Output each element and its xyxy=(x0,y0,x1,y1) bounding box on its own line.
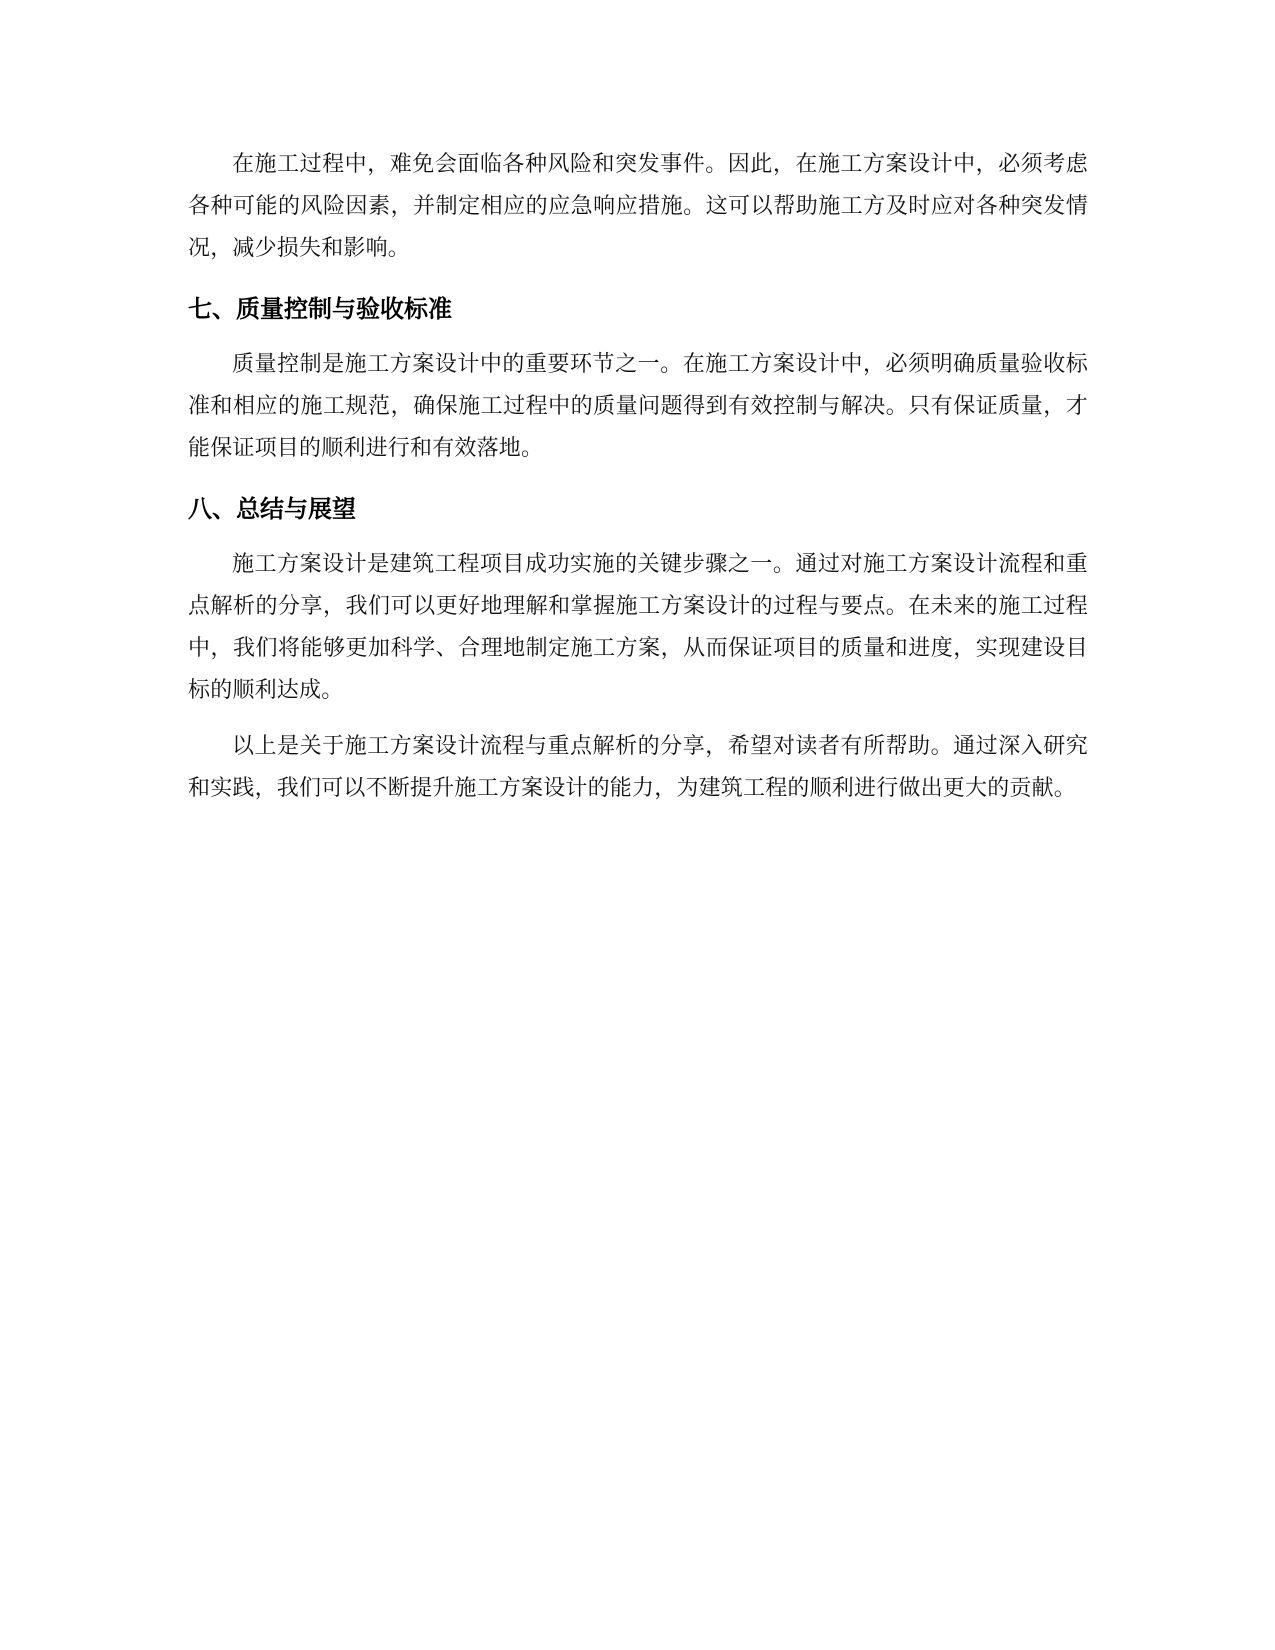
paragraph-risk-response: 在施工过程中，难免会面临各种风险和突发事件。因此，在施工方案设计中，必须考虑各种可能的风险因素，并制定相应的应急响应措施。这可以帮助施工方及时应对各种突发情况，减少损失和影响。 xyxy=(188,152,1088,261)
paragraph-closing: 以上是关于施工方案设计流程与重点解析的分享，希望对读者有所帮助。通过深入研究和实践，我们可以不断提升施工方案设计的能力，为建筑工程的顺利进行做出更大的贡献。 xyxy=(188,734,1088,801)
section-heading-quality-control: 七、质量控制与验收标准 xyxy=(188,295,452,323)
paragraph-quality-control: 质量控制是施工方案设计中的重要环节之一。在施工方案设计中，必须明确质量验收标准和相应的施工规范，确保施工过程中的质量问题得到有效控制与解决。只有保证质量，才能保证项目的顺利进行和有效落地。 xyxy=(188,352,1088,461)
document-body xyxy=(188,144,1088,810)
section-heading-summary: 八、总结与展望 xyxy=(188,495,356,523)
paragraph-summary: 施工方案设计是建筑工程项目成功实施的关键步骤之一。通过对施工方案设计流程和重点解析的分享，我们可以更好地理解和掌握施工方案设计的过程与要点。在未来的施工过程中，我们将能够更加科学、合理地制定施工方案，从而保证项目的质量和进度，实现建设目标的顺利达成。 xyxy=(188,552,1088,703)
